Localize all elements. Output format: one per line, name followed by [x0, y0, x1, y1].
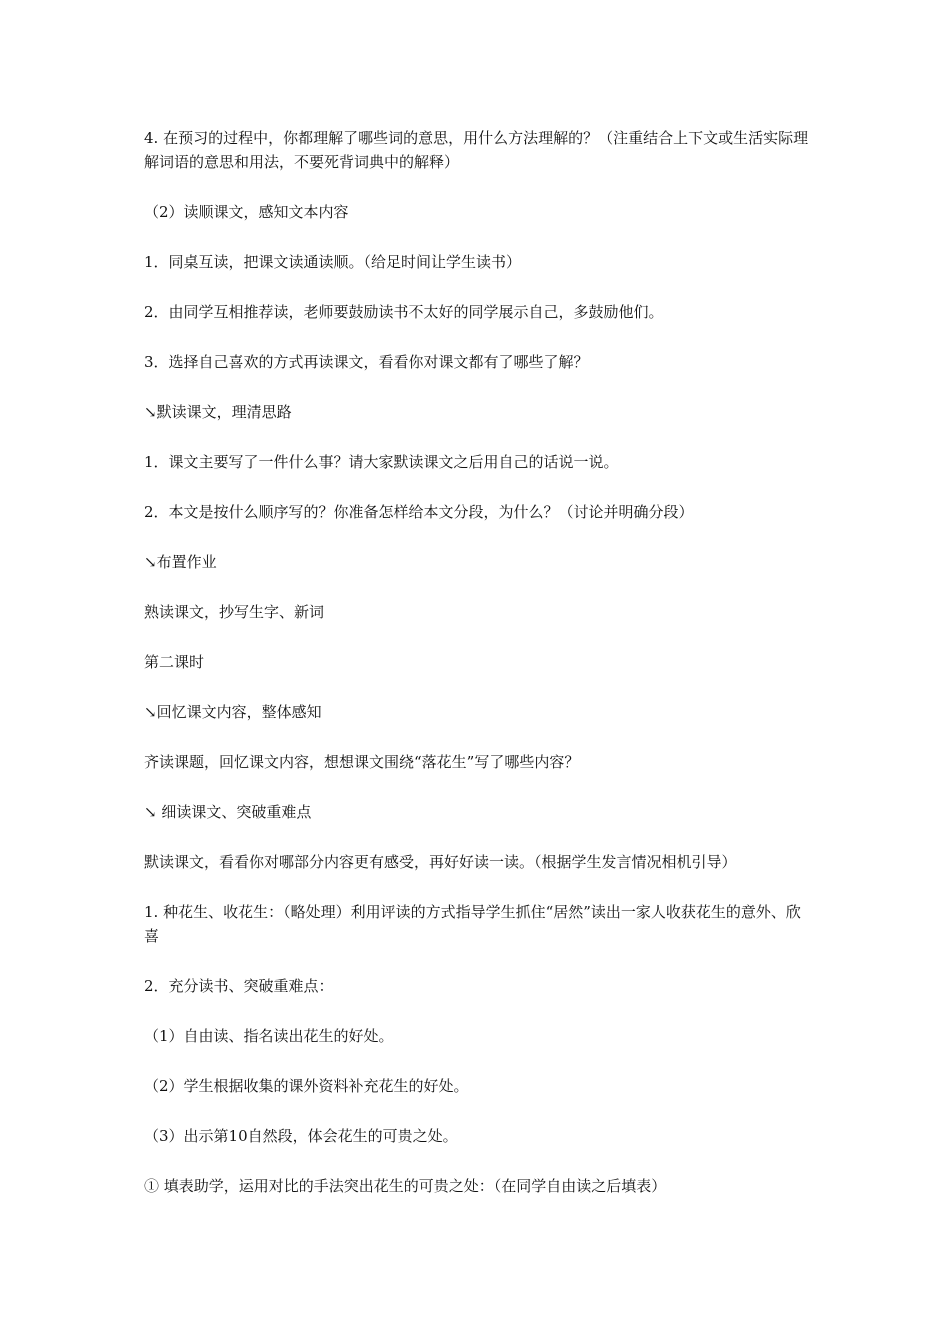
- paragraph-preview-question-4: 4. 在预习的过程中，你都理解了哪些词的意思，用什么方法理解的？（注重结合上下文或生活实际理解词语的意思和用法，不要死背词典中的解释）: [144, 129, 809, 171]
- paragraph-detailed-reading-content: 默读课文，看看你对哪部分内容更有感受，再好好读一读。（根据学生发言情况相机引导）: [144, 853, 737, 871]
- paragraph-step-1-partner-reading: 1．同桌互读，把课文读通读顺。（给足时间让学生读书）: [144, 253, 522, 271]
- paragraph-sub-2: （2）学生根据收集的课外资料补充花生的好处。: [144, 1077, 469, 1095]
- paragraph-sub-3: （3）出示第10自然段，体会花生的可贵之处。: [144, 1127, 458, 1145]
- document-body: [144, 126, 810, 1224]
- paragraph-order-question: 2．本文是按什么顺序写的？你准备怎样给本文分段，为什么？（讨论并明确分段）: [144, 503, 694, 521]
- paragraph-step-3-free-reading: 3．选择自己喜欢的方式再读课文，看看你对课文都有了哪些了解？: [144, 353, 589, 371]
- paragraph-homework-content: 熟读课文，抄写生字、新词: [144, 603, 325, 621]
- paragraph-step-2-recommend-reading: 2．由同学互相推荐读，老师要鼓励读书不太好的同学展示自己，多鼓励他们。: [144, 303, 664, 321]
- paragraph-key-difficulties: 2．充分读书、突破重难点：: [144, 977, 334, 995]
- paragraph-sub-1: （1）自由读、指名读出花生的好处。: [144, 1027, 394, 1045]
- paragraph-homework-heading: ↘布置作业: [144, 553, 217, 571]
- paragraph-silent-reading-heading: ↘默读课文，理清思路: [144, 403, 292, 421]
- paragraph-fill-table: ① 填表助学，运用对比的手法突出花生的可贵之处：（在同学自由读之后填表）: [144, 1177, 667, 1195]
- paragraph-main-event-question: 1．课文主要写了一件什么事？请大家默读课文之后用自己的话说一说。: [144, 453, 619, 471]
- paragraph-recall-heading: ↘回忆课文内容，整体感知: [144, 703, 322, 721]
- paragraph-section-2-heading: （2）读顺课文，感知文本内容: [144, 203, 349, 221]
- paragraph-detailed-reading-heading: ↘ 细读课文、突破重难点: [144, 803, 312, 821]
- paragraph-second-lesson-title: 第二课时: [144, 653, 205, 671]
- paragraph-planting-harvest: 1. 种花生、收花生：（略处理）利用评读的方式指导学生抓住“居然”读出一家人收获花生的意外、欣喜: [144, 903, 801, 945]
- paragraph-recall-content: 齐读课题，回忆课文内容，想想课文围绕“落花生”写了哪些内容？: [144, 753, 580, 771]
